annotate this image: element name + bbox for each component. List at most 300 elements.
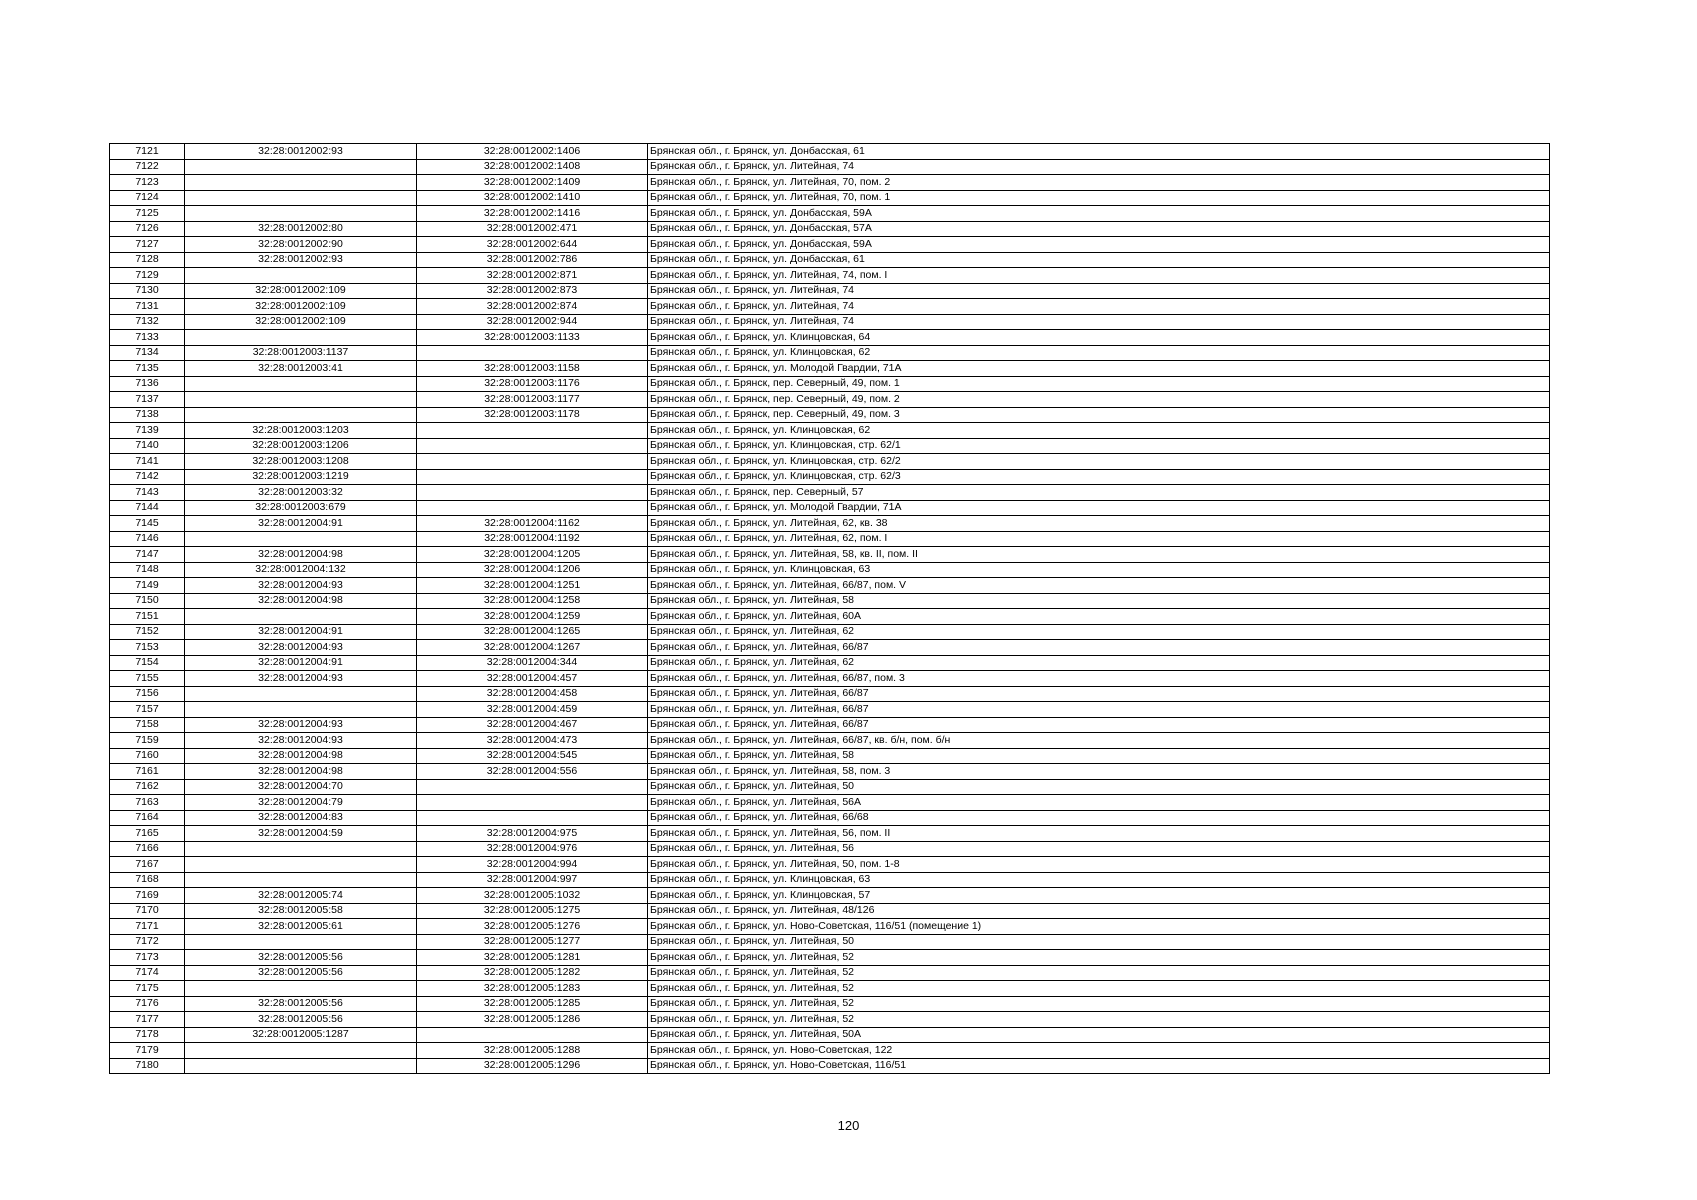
cadastral-number-cell	[417, 795, 648, 811]
cadastral-number-cell: 32:28:0012004:545	[417, 748, 648, 764]
address-cell: Брянская обл., г. Брянск, ул. Клинцовская, стр. 62/2	[648, 454, 1550, 470]
parent-cadastral-number-cell	[185, 159, 417, 175]
cadastral-number-cell: 32:28:0012003:1177	[417, 392, 648, 408]
cadastral-number-cell: 32:28:0012005:1275	[417, 903, 648, 919]
address-cell: Брянская обл., г. Брянск, ул. Молодой Гвардии, 71А	[648, 500, 1550, 516]
row-number-cell: 7141	[110, 454, 185, 470]
table-row	[110, 764, 1550, 780]
parent-cadastral-number-cell: 32:28:0012005:58	[185, 903, 417, 919]
table-row	[110, 779, 1550, 795]
row-number-cell: 7131	[110, 299, 185, 315]
address-cell: Брянская обл., г. Брянск, ул. Литейная, 62, кв. 38	[648, 516, 1550, 532]
row-number-cell: 7164	[110, 810, 185, 826]
parent-cadastral-number-cell: 32:28:0012002:93	[185, 144, 417, 160]
address-cell: Брянская обл., г. Брянск, ул. Литейная, 66/87, пом. 3	[648, 671, 1550, 687]
row-number-cell: 7147	[110, 547, 185, 563]
table-row	[110, 330, 1550, 346]
address-cell: Брянская обл., г. Брянск, ул. Литейная, 74	[648, 283, 1550, 299]
parent-cadastral-number-cell: 32:28:0012005:56	[185, 996, 417, 1012]
parent-cadastral-number-cell: 32:28:0012003:679	[185, 500, 417, 516]
address-cell: Брянская обл., г. Брянск, ул. Литейная, 66/68	[648, 810, 1550, 826]
parent-cadastral-number-cell: 32:28:0012004:93	[185, 578, 417, 594]
parent-cadastral-number-cell: 32:28:0012002:90	[185, 237, 417, 253]
table-row	[110, 500, 1550, 516]
row-number-cell: 7168	[110, 872, 185, 888]
parent-cadastral-number-cell: 32:28:0012004:93	[185, 717, 417, 733]
cadastral-number-cell	[417, 423, 648, 439]
parent-cadastral-number-cell: 32:28:0012003:41	[185, 361, 417, 377]
parent-cadastral-number-cell: 32:28:0012003:1219	[185, 469, 417, 485]
parent-cadastral-number-cell: 32:28:0012004:83	[185, 810, 417, 826]
row-number-cell: 7143	[110, 485, 185, 501]
cadastral-number-cell: 32:28:0012004:473	[417, 733, 648, 749]
parent-cadastral-number-cell	[185, 702, 417, 718]
parent-cadastral-number-cell: 32:28:0012004:59	[185, 826, 417, 842]
parent-cadastral-number-cell: 32:28:0012004:91	[185, 516, 417, 532]
address-cell: Брянская обл., г. Брянск, ул. Донбасская, 57А	[648, 221, 1550, 237]
parent-cadastral-number-cell	[185, 392, 417, 408]
parent-cadastral-number-cell	[185, 872, 417, 888]
parent-cadastral-number-cell	[185, 686, 417, 702]
address-cell: Брянская обл., г. Брянск, ул. Литейная, 60А	[648, 609, 1550, 625]
table-row	[110, 314, 1550, 330]
table-row	[110, 1027, 1550, 1043]
address-cell: Брянская обл., г. Брянск, ул. Донбасская, 61	[648, 252, 1550, 268]
parent-cadastral-number-cell	[185, 609, 417, 625]
parent-cadastral-number-cell: 32:28:0012004:98	[185, 764, 417, 780]
table-row	[110, 671, 1550, 687]
cadastral-number-cell: 32:28:0012005:1281	[417, 950, 648, 966]
cadastral-number-cell	[417, 500, 648, 516]
table-row	[110, 655, 1550, 671]
table-row	[110, 950, 1550, 966]
row-number-cell: 7126	[110, 221, 185, 237]
address-cell: Брянская обл., г. Брянск, ул. Литейная, 52	[648, 1012, 1550, 1028]
table-row	[110, 237, 1550, 253]
row-number-cell: 7173	[110, 950, 185, 966]
parent-cadastral-number-cell	[185, 407, 417, 423]
row-number-cell: 7158	[110, 717, 185, 733]
address-cell: Брянская обл., г. Брянск, ул. Клинцовская, стр. 62/3	[648, 469, 1550, 485]
table-row	[110, 190, 1550, 206]
table-row	[110, 562, 1550, 578]
row-number-cell: 7129	[110, 268, 185, 284]
address-cell: Брянская обл., г. Брянск, ул. Литейная, 58	[648, 593, 1550, 609]
parent-cadastral-number-cell	[185, 857, 417, 873]
table-row	[110, 392, 1550, 408]
cadastral-number-cell: 32:28:0012004:975	[417, 826, 648, 842]
cadastral-number-cell: 32:28:0012004:1192	[417, 531, 648, 547]
row-number-cell: 7176	[110, 996, 185, 1012]
table-row	[110, 934, 1550, 950]
cadastral-number-cell: 32:28:0012004:994	[417, 857, 648, 873]
row-number-cell: 7138	[110, 407, 185, 423]
address-cell: Брянская обл., г. Брянск, ул. Клинцовская, стр. 62/1	[648, 438, 1550, 454]
address-cell: Брянская обл., г. Брянск, ул. Литейная, 56	[648, 841, 1550, 857]
table-row	[110, 206, 1550, 222]
row-number-cell: 7163	[110, 795, 185, 811]
cadastral-number-cell: 32:28:0012003:1133	[417, 330, 648, 346]
row-number-cell: 7160	[110, 748, 185, 764]
table-row	[110, 268, 1550, 284]
table-row	[110, 299, 1550, 315]
cadastral-number-cell: 32:28:0012004:1251	[417, 578, 648, 594]
table-row	[110, 593, 1550, 609]
cadastral-number-cell	[417, 454, 648, 470]
row-number-cell: 7157	[110, 702, 185, 718]
address-cell: Брянская обл., г. Брянск, ул. Литейная, 74	[648, 159, 1550, 175]
address-cell: Брянская обл., г. Брянск, ул. Литейная, 74	[648, 314, 1550, 330]
row-number-cell: 7174	[110, 965, 185, 981]
address-cell: Брянская обл., г. Брянск, ул. Литейная, 52	[648, 950, 1550, 966]
cadastral-number-cell: 32:28:0012004:457	[417, 671, 648, 687]
address-cell: Брянская обл., г. Брянск, ул. Ново-Советская, 116/51 (помещение 1)	[648, 919, 1550, 935]
page-number: 120	[837, 1118, 860, 1133]
table-row	[110, 888, 1550, 904]
parent-cadastral-number-cell	[185, 175, 417, 191]
cadastral-number-cell: 32:28:0012004:459	[417, 702, 648, 718]
cadastral-number-cell: 32:28:0012005:1286	[417, 1012, 648, 1028]
table-row	[110, 175, 1550, 191]
address-cell: Брянская обл., г. Брянск, ул. Литейная, 52	[648, 981, 1550, 997]
cadastral-number-cell: 32:28:0012004:997	[417, 872, 648, 888]
cadastral-number-cell: 32:28:0012004:556	[417, 764, 648, 780]
parent-cadastral-number-cell: 32:28:0012004:70	[185, 779, 417, 795]
table-row	[110, 795, 1550, 811]
row-number-cell: 7124	[110, 190, 185, 206]
address-cell: Брянская обл., г. Брянск, ул. Литейная, 48/126	[648, 903, 1550, 919]
row-number-cell: 7170	[110, 903, 185, 919]
row-number-cell: 7153	[110, 640, 185, 656]
cadastral-number-cell: 32:28:0012004:1258	[417, 593, 648, 609]
parent-cadastral-number-cell	[185, 206, 417, 222]
parent-cadastral-number-cell: 32:28:0012004:79	[185, 795, 417, 811]
address-cell: Брянская обл., г. Брянск, ул. Литейная, 70, пом. 1	[648, 190, 1550, 206]
table-row	[110, 965, 1550, 981]
row-number-cell: 7180	[110, 1058, 185, 1074]
parent-cadastral-number-cell	[185, 1058, 417, 1074]
row-number-cell: 7146	[110, 531, 185, 547]
row-number-cell: 7165	[110, 826, 185, 842]
table-body	[110, 144, 1550, 1074]
row-number-cell: 7136	[110, 376, 185, 392]
table-row	[110, 717, 1550, 733]
cadastral-number-cell: 32:28:0012002:873	[417, 283, 648, 299]
cadastral-number-cell: 32:28:0012003:1178	[417, 407, 648, 423]
address-cell: Брянская обл., г. Брянск, ул. Литейная, 66/87, пом. V	[648, 578, 1550, 594]
address-cell: Брянская обл., г. Брянск, ул. Донбасская, 59А	[648, 237, 1550, 253]
address-cell: Брянская обл., г. Брянск, ул. Клинцовская, 57	[648, 888, 1550, 904]
address-cell: Брянская обл., г. Брянск, ул. Донбасская, 61	[648, 144, 1550, 160]
table-row	[110, 423, 1550, 439]
cadastral-number-cell: 32:28:0012002:1416	[417, 206, 648, 222]
row-number-cell: 7166	[110, 841, 185, 857]
row-number-cell: 7162	[110, 779, 185, 795]
address-cell: Брянская обл., г. Брянск, ул. Клинцовская, 63	[648, 872, 1550, 888]
row-number-cell: 7169	[110, 888, 185, 904]
address-cell: Брянская обл., г. Брянск, ул. Литейная, 56А	[648, 795, 1550, 811]
table-row	[110, 1058, 1550, 1074]
table-row	[110, 624, 1550, 640]
parent-cadastral-number-cell: 32:28:0012003:32	[185, 485, 417, 501]
address-cell: Брянская обл., г. Брянск, ул. Литейная, 50А	[648, 1027, 1550, 1043]
cadastral-number-cell: 32:28:0012005:1285	[417, 996, 648, 1012]
row-number-cell: 7151	[110, 609, 185, 625]
parent-cadastral-number-cell	[185, 376, 417, 392]
row-number-cell: 7152	[110, 624, 185, 640]
cadastral-number-cell	[417, 1027, 648, 1043]
parent-cadastral-number-cell: 32:28:0012004:98	[185, 593, 417, 609]
address-cell: Брянская обл., г. Брянск, ул. Литейная, 56, пом. II	[648, 826, 1550, 842]
table-row	[110, 469, 1550, 485]
parent-cadastral-number-cell: 32:28:0012002:93	[185, 252, 417, 268]
parent-cadastral-number-cell: 32:28:0012004:98	[185, 547, 417, 563]
address-cell: Брянская обл., г. Брянск, ул. Клинцовская, 63	[648, 562, 1550, 578]
parent-cadastral-number-cell	[185, 934, 417, 950]
address-cell: Брянская обл., г. Брянск, пер. Северный, 49, пом. 1	[648, 376, 1550, 392]
address-cell: Брянская обл., г. Брянск, ул. Литейная, 66/87, кв. б/н, пом. б/н	[648, 733, 1550, 749]
parent-cadastral-number-cell: 32:28:0012005:56	[185, 950, 417, 966]
parent-cadastral-number-cell: 32:28:0012004:98	[185, 748, 417, 764]
cadastral-number-cell: 32:28:0012003:1176	[417, 376, 648, 392]
table-row	[110, 872, 1550, 888]
parent-cadastral-number-cell: 32:28:0012002:109	[185, 314, 417, 330]
parent-cadastral-number-cell: 32:28:0012002:109	[185, 299, 417, 315]
cadastral-number-cell: 32:28:0012004:976	[417, 841, 648, 857]
row-number-cell: 7159	[110, 733, 185, 749]
parent-cadastral-number-cell: 32:28:0012004:91	[185, 624, 417, 640]
parent-cadastral-number-cell: 32:28:0012005:61	[185, 919, 417, 935]
table-row	[110, 376, 1550, 392]
table-row	[110, 547, 1550, 563]
cadastral-number-cell: 32:28:0012002:874	[417, 299, 648, 315]
table-row	[110, 407, 1550, 423]
cadastral-number-cell: 32:28:0012002:871	[417, 268, 648, 284]
row-number-cell: 7148	[110, 562, 185, 578]
cadastral-number-cell	[417, 469, 648, 485]
cadastral-number-cell: 32:28:0012004:1265	[417, 624, 648, 640]
cadastral-number-cell: 32:28:0012004:467	[417, 717, 648, 733]
parent-cadastral-number-cell: 32:28:0012003:1203	[185, 423, 417, 439]
row-number-cell: 7123	[110, 175, 185, 191]
address-cell: Брянская обл., г. Брянск, ул. Литейная, 52	[648, 996, 1550, 1012]
table-row	[110, 531, 1550, 547]
cadastral-number-cell: 32:28:0012004:1267	[417, 640, 648, 656]
row-number-cell: 7125	[110, 206, 185, 222]
row-number-cell: 7154	[110, 655, 185, 671]
cadastral-number-cell: 32:28:0012005:1288	[417, 1043, 648, 1059]
table-row	[110, 857, 1550, 873]
table-row	[110, 903, 1550, 919]
row-number-cell: 7171	[110, 919, 185, 935]
parent-cadastral-number-cell: 32:28:0012005:1287	[185, 1027, 417, 1043]
address-cell: Брянская обл., г. Брянск, ул. Литейная, 66/87	[648, 702, 1550, 718]
parent-cadastral-number-cell	[185, 268, 417, 284]
parent-cadastral-number-cell: 32:28:0012003:1206	[185, 438, 417, 454]
address-cell: Брянская обл., г. Брянск, ул. Литейная, 74	[648, 299, 1550, 315]
cadastral-number-cell: 32:28:0012003:1158	[417, 361, 648, 377]
parent-cadastral-number-cell: 32:28:0012005:56	[185, 1012, 417, 1028]
row-number-cell: 7140	[110, 438, 185, 454]
address-cell: Брянская обл., г. Брянск, ул. Литейная, 62	[648, 624, 1550, 640]
address-cell: Брянская обл., г. Брянск, ул. Литейная, 70, пом. 2	[648, 175, 1550, 191]
table-row	[110, 748, 1550, 764]
row-number-cell: 7167	[110, 857, 185, 873]
table-row	[110, 609, 1550, 625]
cadastral-number-cell: 32:28:0012004:344	[417, 655, 648, 671]
cadastral-number-cell: 32:28:0012002:786	[417, 252, 648, 268]
cadastral-number-cell: 32:28:0012004:1259	[417, 609, 648, 625]
row-number-cell: 7150	[110, 593, 185, 609]
cadastral-number-cell: 32:28:0012005:1277	[417, 934, 648, 950]
cadastral-number-cell: 32:28:0012004:1205	[417, 547, 648, 563]
table-row	[110, 1012, 1550, 1028]
row-number-cell: 7139	[110, 423, 185, 439]
parent-cadastral-number-cell: 32:28:0012005:56	[185, 965, 417, 981]
parent-cadastral-number-cell: 32:28:0012004:93	[185, 671, 417, 687]
cadastral-number-cell: 32:28:0012002:1406	[417, 144, 648, 160]
row-number-cell: 7177	[110, 1012, 185, 1028]
cadastral-number-cell	[417, 779, 648, 795]
row-number-cell: 7145	[110, 516, 185, 532]
parent-cadastral-number-cell: 32:28:0012004:93	[185, 640, 417, 656]
cadastral-number-cell	[417, 438, 648, 454]
cadastral-number-cell: 32:28:0012005:1283	[417, 981, 648, 997]
parent-cadastral-number-cell	[185, 531, 417, 547]
table-row	[110, 702, 1550, 718]
address-cell: Брянская обл., г. Брянск, ул. Литейная, 66/87	[648, 640, 1550, 656]
row-number-cell: 7179	[110, 1043, 185, 1059]
cadastral-number-cell: 32:28:0012002:644	[417, 237, 648, 253]
cadastral-number-cell	[417, 345, 648, 361]
row-number-cell: 7137	[110, 392, 185, 408]
address-cell: Брянская обл., г. Брянск, ул. Литейная, 50	[648, 934, 1550, 950]
table-row	[110, 996, 1550, 1012]
table-row	[110, 516, 1550, 532]
address-cell: Брянская обл., г. Брянск, ул. Литейная, 62, пом. I	[648, 531, 1550, 547]
parent-cadastral-number-cell	[185, 330, 417, 346]
row-number-cell: 7161	[110, 764, 185, 780]
table-row	[110, 686, 1550, 702]
row-number-cell: 7142	[110, 469, 185, 485]
row-number-cell: 7175	[110, 981, 185, 997]
table-row	[110, 221, 1550, 237]
address-cell: Брянская обл., г. Брянск, ул. Ново-Советская, 116/51	[648, 1058, 1550, 1074]
table-row	[110, 578, 1550, 594]
row-number-cell: 7135	[110, 361, 185, 377]
table-row	[110, 252, 1550, 268]
address-cell: Брянская обл., г. Брянск, ул. Литейная, 58, пом. 3	[648, 764, 1550, 780]
parent-cadastral-number-cell: 32:28:0012003:1137	[185, 345, 417, 361]
parent-cadastral-number-cell	[185, 190, 417, 206]
address-cell: Брянская обл., г. Брянск, ул. Литейная, 58	[648, 748, 1550, 764]
address-cell: Брянская обл., г. Брянск, ул. Литейная, 66/87	[648, 686, 1550, 702]
cadastral-number-cell: 32:28:0012002:471	[417, 221, 648, 237]
row-number-cell: 7144	[110, 500, 185, 516]
address-cell: Брянская обл., г. Брянск, ул. Молодой Гвардии, 71А	[648, 361, 1550, 377]
address-cell: Брянская обл., г. Брянск, ул. Клинцовская, 64	[648, 330, 1550, 346]
table-row	[110, 283, 1550, 299]
row-number-cell: 7156	[110, 686, 185, 702]
row-number-cell: 7132	[110, 314, 185, 330]
cadastral-number-cell: 32:28:0012005:1032	[417, 888, 648, 904]
parent-cadastral-number-cell: 32:28:0012005:74	[185, 888, 417, 904]
row-number-cell: 7121	[110, 144, 185, 160]
parent-cadastral-number-cell: 32:28:0012003:1208	[185, 454, 417, 470]
address-cell: Брянская обл., г. Брянск, ул. Ново-Советская, 122	[648, 1043, 1550, 1059]
row-number-cell: 7134	[110, 345, 185, 361]
address-cell: Брянская обл., г. Брянск, ул. Литейная, 58, кв. II, пом. II	[648, 547, 1550, 563]
parent-cadastral-number-cell	[185, 1043, 417, 1059]
address-cell: Брянская обл., г. Брянск, ул. Литейная, 62	[648, 655, 1550, 671]
cadastral-number-cell: 32:28:0012002:1410	[417, 190, 648, 206]
row-number-cell: 7178	[110, 1027, 185, 1043]
table-row	[110, 454, 1550, 470]
parent-cadastral-number-cell: 32:28:0012002:80	[185, 221, 417, 237]
address-cell: Брянская обл., г. Брянск, ул. Литейная, 74, пом. I	[648, 268, 1550, 284]
address-cell: Брянская обл., г. Брянск, пер. Северный, 49, пом. 3	[648, 407, 1550, 423]
cadastral-number-cell	[417, 810, 648, 826]
cadastral-number-cell: 32:28:0012002:1409	[417, 175, 648, 191]
address-cell: Брянская обл., г. Брянск, ул. Литейная, 52	[648, 965, 1550, 981]
table-row	[110, 733, 1550, 749]
parent-cadastral-number-cell: 32:28:0012004:132	[185, 562, 417, 578]
address-cell: Брянская обл., г. Брянск, ул. Клинцовская, 62	[648, 423, 1550, 439]
parent-cadastral-number-cell: 32:28:0012004:91	[185, 655, 417, 671]
address-cell: Брянская обл., г. Брянск, ул. Клинцовская, 62	[648, 345, 1550, 361]
table-row	[110, 345, 1550, 361]
table-row	[110, 1043, 1550, 1059]
cadastral-number-cell: 32:28:0012005:1282	[417, 965, 648, 981]
cadastral-number-cell: 32:28:0012004:1206	[417, 562, 648, 578]
address-cell: Брянская обл., г. Брянск, ул. Литейная, 50	[648, 779, 1550, 795]
table-row	[110, 438, 1550, 454]
row-number-cell: 7122	[110, 159, 185, 175]
cadastral-number-cell: 32:28:0012005:1296	[417, 1058, 648, 1074]
row-number-cell: 7128	[110, 252, 185, 268]
cadastral-number-cell: 32:28:0012002:944	[417, 314, 648, 330]
row-number-cell: 7133	[110, 330, 185, 346]
cadastral-number-cell: 32:28:0012004:458	[417, 686, 648, 702]
address-cell: Брянская обл., г. Брянск, ул. Литейная, 66/87	[648, 717, 1550, 733]
cadastral-number-cell: 32:28:0012004:1162	[417, 516, 648, 532]
table-row	[110, 826, 1550, 842]
address-cell: Брянская обл., г. Брянск, ул. Литейная, 50, пом. 1-8	[648, 857, 1550, 873]
parent-cadastral-number-cell	[185, 841, 417, 857]
parent-cadastral-number-cell: 32:28:0012004:93	[185, 733, 417, 749]
table-row	[110, 144, 1550, 160]
cadastral-number-cell	[417, 485, 648, 501]
table-row	[110, 981, 1550, 997]
table-row	[110, 485, 1550, 501]
row-number-cell: 7127	[110, 237, 185, 253]
table-row	[110, 159, 1550, 175]
parent-cadastral-number-cell: 32:28:0012002:109	[185, 283, 417, 299]
row-number-cell: 7172	[110, 934, 185, 950]
parent-cadastral-number-cell	[185, 981, 417, 997]
row-number-cell: 7130	[110, 283, 185, 299]
table-row	[110, 361, 1550, 377]
table-row	[110, 919, 1550, 935]
address-cell: Брянская обл., г. Брянск, пер. Северный, 49, пом. 2	[648, 392, 1550, 408]
table-row	[110, 640, 1550, 656]
table-row	[110, 810, 1550, 826]
registry-table	[109, 143, 1550, 1074]
table-row	[110, 841, 1550, 857]
row-number-cell: 7149	[110, 578, 185, 594]
cadastral-number-cell: 32:28:0012005:1276	[417, 919, 648, 935]
row-number-cell: 7155	[110, 671, 185, 687]
